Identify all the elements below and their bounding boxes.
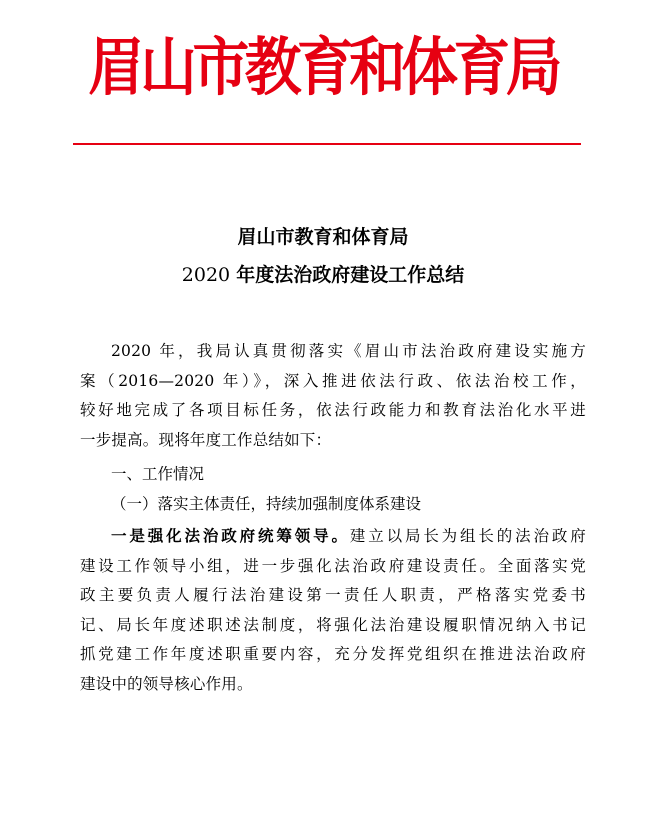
masthead bbox=[0, 22, 646, 112]
body-line-2: 建设工作领导小组，进一步强化法治政府建设责任。全面落实党 bbox=[80, 556, 586, 575]
body-line-6: 建设中的领导核心作用。 bbox=[80, 674, 253, 693]
body-line-1-rest: 建立以局长为组长的法治政府 bbox=[349, 527, 586, 545]
masthead-title: 眉山市教育和体育局 bbox=[88, 30, 558, 104]
document-title-org: 眉山市教育和体育局 bbox=[237, 226, 409, 248]
body-line-3: 政主要负责人履行法治建设第一责任人职责，严格落实党委书 bbox=[80, 586, 586, 604]
body-line-5: 抓党建工作年度述职重要内容，充分发挥党组织在推进法治政府 bbox=[80, 645, 586, 663]
masthead-red-rule bbox=[73, 143, 581, 145]
body-line-1 bbox=[80, 522, 586, 552]
body-paragraph bbox=[80, 522, 586, 699]
intro-line-4: 一步提高。现将年度工作总结如下： bbox=[80, 430, 332, 449]
section-subheading: （一）落实主体责任，持续加强制度体系建设 bbox=[111, 495, 422, 513]
intro-line-3: 较好地完成了各项目标任务，依法行政能力和教育法治化水平进 bbox=[80, 401, 586, 419]
intro-line-1: 2020 年，我局认真贯彻落实《眉山市法治政府建设实施方 bbox=[111, 342, 586, 360]
intro-line-2: 案（2016—2020 年）》，深入推进依法行政、依法治校工作， bbox=[80, 371, 586, 390]
document-title-text: 年度法治政府建设工作总结 bbox=[236, 264, 465, 286]
section-heading: 一、工作情况 bbox=[111, 465, 205, 483]
document-title-year: 2020 bbox=[181, 264, 231, 286]
paragraph-lead: 一是强化法治政府统筹领导。 bbox=[111, 527, 350, 545]
intro-paragraph bbox=[80, 337, 586, 455]
body-line-4: 记、局长年度述职述法制度，将强化法治建设履职情况纳入书记 bbox=[80, 615, 586, 634]
document-title-main bbox=[0, 266, 646, 285]
